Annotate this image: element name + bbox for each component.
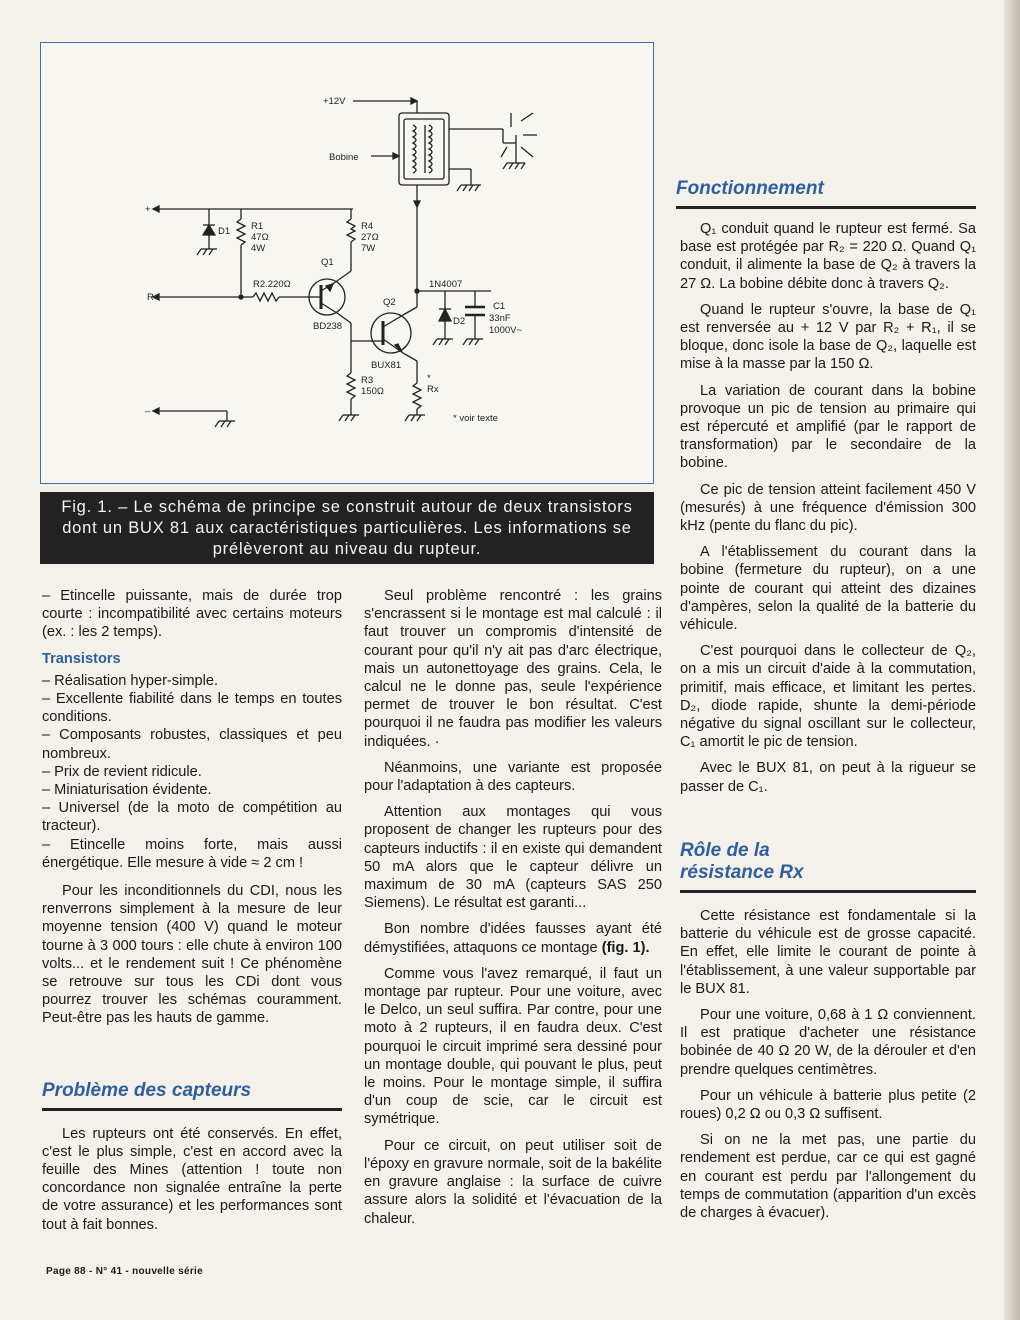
label-rx-star: * bbox=[427, 373, 431, 384]
paragraph: C'est pourquoi dans le collecteur de Q₂, on a mis un circuit d'aide à la commutation, primitif, mais efficace, et limitant les pertes. D₂, diode rapide, shunte la demi-période négative du signal oscillant sur le collecteur, C₁ amortit le pic de tension. bbox=[680, 643, 976, 751]
label-r3: R3 bbox=[361, 375, 374, 386]
paragraph: Attention aux montages qui vous proposent de changer les rupteurs pour des capteurs inductifs : il en existe qui demandent 50 mA alors que le capteur délivre un maximum de 30 mA (capteurs SAS 250 Siemens). Le résultat est garanti... bbox=[364, 804, 662, 912]
label-plus: + bbox=[145, 204, 151, 215]
paragraph: Si on ne la met pas, une partie du rendement est perdue, car ce qui est gagné en courant est perdu par l'allongement du temps de commutation (apparition d'un excès de charges à évacuer). bbox=[680, 1132, 976, 1221]
paragraph: – Etincelle puissante, mais de durée trop courte : incompatibilité avec certains moteurs (ex. : les 2 temps). bbox=[42, 588, 342, 641]
list-item: – Prix de revient ridicule. bbox=[42, 763, 202, 780]
paragraph: A l'établissement du courant dans la bobine (fermeture du rupteur), on a une pointe de courant qui atteint des dizaines d'ampères, selon la qualité de la batterie du véhicule. bbox=[680, 544, 976, 634]
paragraph: Néanmoins, une variante est proposée pour l'adaptation à des capteurs. bbox=[364, 759, 662, 795]
heading-role-resistance-l1: Rôle de la bbox=[680, 839, 770, 861]
label-r4-value: 27Ω bbox=[361, 232, 379, 243]
label-r1: R1 bbox=[251, 221, 264, 232]
paragraph: La variation de courant dans la bobine provoque un pic de tension au primaire qui est répercuté et amplifié (par le rapport de transformation) par le secondaire de la bobine. bbox=[680, 382, 976, 472]
label-bobine: Bobine bbox=[329, 152, 359, 163]
heading-rule bbox=[676, 206, 976, 209]
figure-reference: (fig. 1). bbox=[601, 939, 650, 956]
subheading-transistors: Transistors bbox=[42, 650, 121, 667]
label-q1: Q1 bbox=[321, 257, 334, 268]
label-r3-value: 150Ω bbox=[361, 386, 384, 397]
paragraph: Cette résistance est fondamentale si la batterie du véhicule est de grosse capacité. En effet, elle limite le courant de pointe à l'établissement, à une valeur supportable par le BUX 81. bbox=[680, 907, 976, 997]
list-item: – Universel (de la moto de compétition au tracteur). bbox=[42, 800, 342, 835]
section-fonctionnement-header bbox=[676, 178, 976, 209]
paragraph: Q₁ conduit quand le rupteur est fermé. Sa base est protégée par R₂ = 220 Ω. Quand Q₁ conduit, il alimente la base de Q₂ à travers la 27 Ω. La bobine débite donc à travers Q₂. bbox=[680, 221, 976, 292]
page-footer: Page 88 - N° 41 - nouvelle série bbox=[46, 1266, 203, 1277]
list-item: – Etincelle moins forte, mais aussi énergétique. Elle mesure à vide ≈ 2 cm ! bbox=[42, 836, 342, 871]
label-d2: D2 bbox=[453, 316, 466, 327]
column-left bbox=[42, 587, 342, 1242]
label-c1: C1 bbox=[493, 301, 506, 312]
paragraph: Quand le rupteur s'ouvre, la base de Q₁ est renversée au + 12 V par R₂ + R₁, il se bloque, donc isole la base de Q₂, laquelle est mise à la masse par la 150 Ω. bbox=[680, 301, 976, 373]
paragraph: Pour ce circuit, on peut utiliser soit de l'époxy en gravure normale, soit de la bakélite en gravure anglaise : la surface de cuivre assure alors la solidité et l'évacuation de la chaleur. bbox=[364, 1137, 662, 1227]
schematic-labels bbox=[41, 43, 653, 483]
figure-caption: Fig. 1. – Le schéma de principe se construit autour de deux transistors dont un BUX 81 aux caractéristiques particulières. Les informations se prélèveront au niveau du rupteur. bbox=[40, 492, 654, 564]
paragraph: Pour une voiture, 0,68 à 1 Ω conviennent. Il est pratique d'acheter une résistance bobinée de 40 Ω 20 W, de la dérouler et d'en prendre quelques centimètres. bbox=[680, 1006, 976, 1078]
paragraph: Comme vous l'avez remarqué, il faut un montage par rupteur. Pour une voiture, avec le Delco, un seul suffira. Par contre, pour une moto à 2 rupteurs, il en faudra deux. C'est pourquoi le circuit imprimé sera dessiné pour un montage double, qui pouvant le plus, peut le moins. Pour le montage simple, il suffira d'un coup de scie, car le circuit est symétrique. bbox=[364, 965, 662, 1128]
paragraph: Pour les inconditionnels du CDI, nous les renverrons simplement à la mesure de leur moyenne tension (400 V) quand le moteur tourne à 3 000 tours : elle chute à environ 100 volts... et le rendement suit ! Ce phénomène se retrouve sur tous les CDi dont vous pourrez trouver les schémas couramment. Peut-être pas les hauts de gamme. bbox=[42, 883, 342, 1027]
figure-frame bbox=[40, 42, 654, 484]
column-right bbox=[680, 220, 976, 1230]
label-q2: Q2 bbox=[383, 297, 396, 308]
label-r4: R4 bbox=[361, 221, 374, 232]
label-note: * voir texte bbox=[453, 413, 498, 424]
heading-probleme-capteurs: Problème des capteurs bbox=[42, 1079, 252, 1101]
label-12v: +12V bbox=[323, 96, 346, 107]
label-r1-power: 4W bbox=[251, 243, 266, 254]
list-item: – Excellente fiabilité dans le temps en toutes conditions. bbox=[42, 691, 342, 726]
paragraph: Ce pic de tension atteint facilement 450 V (mesurés) à une fréquence d'émission 300 kHz (pente du flanc du pic). bbox=[680, 481, 976, 535]
label-r-input: R bbox=[147, 292, 154, 303]
paragraph bbox=[364, 920, 662, 956]
list-item: – Réalisation hyper-simple. bbox=[42, 672, 219, 689]
paragraph: Les rupteurs ont été conservés. En effet, c'est le plus simple, c'est en accord avec la feuille des Mines (attention ! toute non concordance non signalée entraîne la perte de votre assurance) et les performances sont tout à fait bonnes. bbox=[42, 1125, 342, 1233]
heading-rule bbox=[680, 890, 976, 893]
heading-role-resistance-l2: résistance Rx bbox=[680, 861, 804, 883]
label-bd238: BD238 bbox=[313, 321, 343, 332]
list-item: – Composants robustes, classiques et peu nombreux. bbox=[42, 727, 342, 762]
label-minus: – bbox=[145, 406, 151, 417]
label-r2: R2.220Ω bbox=[253, 279, 291, 290]
label-bux81: BUX81 bbox=[371, 360, 402, 371]
paragraph: Avec le BUX 81, on peut à la rigueur se passer de C₁. bbox=[680, 760, 976, 795]
paragraph-text: Bon nombre d'idées fausses ayant été démystifiées, attaquons ce montage bbox=[364, 921, 662, 956]
paragraph: Seul problème rencontré : les grains s'encrassent si le montage est mal calculé : il faut trouver un compromis d'intensité de courant pour qu'il n'y ait pas d'arc électrique, mais un autonettoyage des grains. Cela, le calcul ne le donne pas, seule l'expérience permet de trouver le bon résultat. C'est pourquoi il ne faudra pas modifier les valeurs indiquées. · bbox=[364, 588, 662, 750]
paragraph: Pour un véhicule à batterie plus petite (2 roues) 0,2 Ω ou 0,3 Ω suffisent. bbox=[680, 1087, 976, 1122]
label-d1: D1 bbox=[218, 226, 231, 237]
label-c1-value: 33nF bbox=[489, 313, 511, 324]
page-spine-shadow bbox=[1004, 0, 1020, 1320]
label-r4-power: 7W bbox=[361, 243, 376, 254]
label-r1-value: 47Ω bbox=[251, 232, 269, 243]
label-rx: Rx bbox=[427, 384, 439, 395]
list-item: – Miniaturisation évidente. bbox=[42, 782, 212, 799]
heading-fonctionnement: Fonctionnement bbox=[676, 178, 824, 199]
heading-rule bbox=[42, 1108, 342, 1111]
label-c1-voltage: 1000V~ bbox=[489, 325, 523, 336]
column-middle bbox=[364, 587, 662, 1236]
label-1n4007: 1N4007 bbox=[429, 279, 463, 290]
